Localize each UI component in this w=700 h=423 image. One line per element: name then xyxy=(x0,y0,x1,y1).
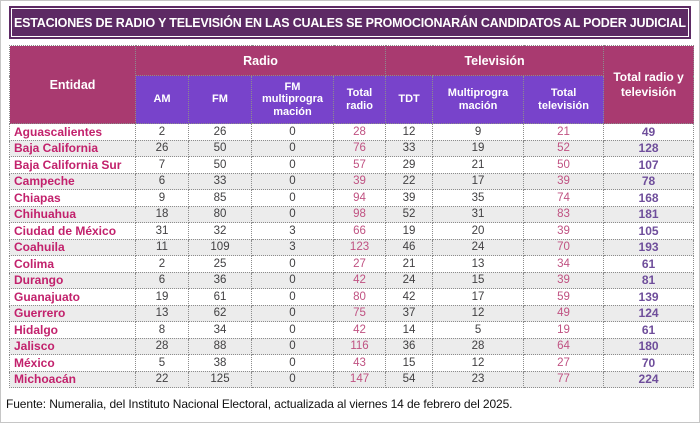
count-value: 125 xyxy=(189,371,252,388)
state-name: Michoacán xyxy=(10,371,136,388)
state-name: Coahuila xyxy=(10,239,136,256)
column-header-total-radio: Total radio xyxy=(334,76,386,124)
grand-total-value: 181 xyxy=(604,206,694,223)
total-television-value: 74 xyxy=(524,190,604,207)
state-name: Durango xyxy=(10,272,136,289)
count-value: 0 xyxy=(252,173,334,190)
total-radio-value: 42 xyxy=(334,272,386,289)
count-value: 13 xyxy=(433,256,524,273)
total-radio-value: 123 xyxy=(334,239,386,256)
count-value: 18 xyxy=(136,206,189,223)
count-value: 6 xyxy=(136,173,189,190)
count-value: 50 xyxy=(189,157,252,174)
count-value: 0 xyxy=(252,206,334,223)
state-name: Aguascalientes xyxy=(10,124,136,141)
total-television-value: 77 xyxy=(524,371,604,388)
count-value: 28 xyxy=(136,338,189,355)
state-name: Guerrero xyxy=(10,305,136,322)
count-value: 85 xyxy=(189,190,252,207)
table-row xyxy=(10,157,694,174)
title-bar xyxy=(9,6,691,39)
table-row xyxy=(10,173,694,190)
column-header-total-television: Total televisión xyxy=(524,76,604,124)
count-value: 26 xyxy=(189,124,252,141)
count-value: 54 xyxy=(386,371,433,388)
count-value: 42 xyxy=(386,289,433,306)
state-name: Guanajuato xyxy=(10,289,136,306)
count-value: 0 xyxy=(252,140,334,157)
total-radio-value: 80 xyxy=(334,289,386,306)
state-name: Colima xyxy=(10,256,136,273)
grand-total-value: 139 xyxy=(604,289,694,306)
grand-total-value: 61 xyxy=(604,322,694,339)
count-value: 9 xyxy=(136,190,189,207)
count-value: 17 xyxy=(433,289,524,306)
count-value: 80 xyxy=(189,206,252,223)
table-row xyxy=(10,305,694,322)
table-row xyxy=(10,190,694,207)
count-value: 50 xyxy=(189,140,252,157)
count-value: 24 xyxy=(433,239,524,256)
table-row xyxy=(10,223,694,240)
total-television-value: 83 xyxy=(524,206,604,223)
count-value: 0 xyxy=(252,322,334,339)
count-value: 62 xyxy=(189,305,252,322)
count-value: 2 xyxy=(136,124,189,141)
count-value: 21 xyxy=(433,157,524,174)
count-value: 35 xyxy=(433,190,524,207)
grand-total-value: 128 xyxy=(604,140,694,157)
total-radio-value: 75 xyxy=(334,305,386,322)
total-television-value: 27 xyxy=(524,355,604,372)
count-value: 5 xyxy=(433,322,524,339)
column-group-television: Televisión xyxy=(386,46,604,76)
state-name: Jalisco xyxy=(10,338,136,355)
grand-total-value: 193 xyxy=(604,239,694,256)
count-value: 3 xyxy=(252,223,334,240)
count-value: 11 xyxy=(136,239,189,256)
count-value: 29 xyxy=(386,157,433,174)
table-row xyxy=(10,124,694,141)
total-television-value: 64 xyxy=(524,338,604,355)
table-row xyxy=(10,338,694,355)
grand-total-value: 61 xyxy=(604,256,694,273)
total-television-value: 39 xyxy=(524,173,604,190)
count-value: 0 xyxy=(252,371,334,388)
total-radio-value: 27 xyxy=(334,256,386,273)
state-name: Baja California Sur xyxy=(10,157,136,174)
count-value: 12 xyxy=(433,305,524,322)
total-television-value: 34 xyxy=(524,256,604,273)
grand-total-value: 124 xyxy=(604,305,694,322)
total-television-value: 39 xyxy=(524,272,604,289)
column-header-total-radio-tv: Total radio y televisión xyxy=(604,46,694,124)
total-television-value: 39 xyxy=(524,223,604,240)
count-value: 0 xyxy=(252,305,334,322)
state-name: Ciudad de México xyxy=(10,223,136,240)
count-value: 19 xyxy=(136,289,189,306)
count-value: 20 xyxy=(433,223,524,240)
total-radio-value: 76 xyxy=(334,140,386,157)
total-radio-value: 94 xyxy=(334,190,386,207)
count-value: 22 xyxy=(386,173,433,190)
count-value: 24 xyxy=(386,272,433,289)
column-header-fm: FM xyxy=(189,76,252,124)
count-value: 39 xyxy=(386,190,433,207)
count-value: 34 xyxy=(189,322,252,339)
count-value: 61 xyxy=(189,289,252,306)
count-value: 22 xyxy=(136,371,189,388)
count-value: 6 xyxy=(136,272,189,289)
column-header-multiprogramacion: Multiprogra mación xyxy=(433,76,524,124)
count-value: 14 xyxy=(386,322,433,339)
count-value: 19 xyxy=(386,223,433,240)
table-row xyxy=(10,371,694,388)
count-value: 9 xyxy=(433,124,524,141)
state-name: México xyxy=(10,355,136,372)
count-value: 0 xyxy=(252,256,334,273)
page-title: ESTACIONES DE RADIO Y TELEVISIÓN EN LAS CUALES SE PROMOCIONARÁN CANDIDATOS AL PODER JUDICIAL xyxy=(14,15,686,30)
count-value: 3 xyxy=(252,239,334,256)
total-television-value: 19 xyxy=(524,322,604,339)
total-television-value: 21 xyxy=(524,124,604,141)
grand-total-value: 105 xyxy=(604,223,694,240)
count-value: 38 xyxy=(189,355,252,372)
count-value: 19 xyxy=(433,140,524,157)
total-radio-value: 28 xyxy=(334,124,386,141)
count-value: 36 xyxy=(189,272,252,289)
state-name: Chihuahua xyxy=(10,206,136,223)
grand-total-value: 78 xyxy=(604,173,694,190)
group-header-row xyxy=(10,46,694,76)
count-value: 7 xyxy=(136,157,189,174)
grand-total-value: 49 xyxy=(604,124,694,141)
count-value: 23 xyxy=(433,371,524,388)
total-radio-value: 43 xyxy=(334,355,386,372)
column-header-am: AM xyxy=(136,76,189,124)
count-value: 15 xyxy=(433,272,524,289)
count-value: 52 xyxy=(386,206,433,223)
table-row xyxy=(10,355,694,372)
count-value: 31 xyxy=(433,206,524,223)
count-value: 0 xyxy=(252,289,334,306)
total-radio-value: 66 xyxy=(334,223,386,240)
count-value: 109 xyxy=(189,239,252,256)
count-value: 25 xyxy=(189,256,252,273)
total-television-value: 70 xyxy=(524,239,604,256)
total-radio-value: 39 xyxy=(334,173,386,190)
total-television-value: 59 xyxy=(524,289,604,306)
count-value: 2 xyxy=(136,256,189,273)
total-radio-value: 147 xyxy=(334,371,386,388)
count-value: 0 xyxy=(252,124,334,141)
count-value: 5 xyxy=(136,355,189,372)
column-header-fm-multiprogramacion: FM multiprogra mación xyxy=(252,76,334,124)
count-value: 0 xyxy=(252,272,334,289)
total-television-value: 49 xyxy=(524,305,604,322)
count-value: 0 xyxy=(252,338,334,355)
column-header-tdt: TDT xyxy=(386,76,433,124)
count-value: 33 xyxy=(189,173,252,190)
source-note: Fuente: Numeralia, del Instituto Nacional Electoral, actualizada al viernes 14 de febrero del 2025. xyxy=(6,397,513,411)
count-value: 0 xyxy=(252,355,334,372)
count-value: 33 xyxy=(386,140,433,157)
total-radio-value: 42 xyxy=(334,322,386,339)
count-value: 12 xyxy=(386,124,433,141)
column-header-entidad: Entidad xyxy=(10,46,136,124)
count-value: 8 xyxy=(136,322,189,339)
table-row xyxy=(10,140,694,157)
table-body xyxy=(10,124,694,388)
table-row xyxy=(10,322,694,339)
state-name: Campeche xyxy=(10,173,136,190)
count-value: 21 xyxy=(386,256,433,273)
total-radio-value: 57 xyxy=(334,157,386,174)
count-value: 12 xyxy=(433,355,524,372)
table-row xyxy=(10,239,694,256)
count-value: 37 xyxy=(386,305,433,322)
count-value: 36 xyxy=(386,338,433,355)
count-value: 13 xyxy=(136,305,189,322)
state-name: Chiapas xyxy=(10,190,136,207)
total-television-value: 50 xyxy=(524,157,604,174)
table-row xyxy=(10,256,694,273)
count-value: 26 xyxy=(136,140,189,157)
count-value: 15 xyxy=(386,355,433,372)
count-value: 46 xyxy=(386,239,433,256)
count-value: 0 xyxy=(252,157,334,174)
count-value: 88 xyxy=(189,338,252,355)
count-value: 31 xyxy=(136,223,189,240)
grand-total-value: 107 xyxy=(604,157,694,174)
grand-total-value: 224 xyxy=(604,371,694,388)
table-row xyxy=(10,206,694,223)
table-header xyxy=(10,46,694,124)
table-row xyxy=(10,289,694,306)
total-radio-value: 116 xyxy=(334,338,386,355)
total-radio-value: 98 xyxy=(334,206,386,223)
state-name: Hidalgo xyxy=(10,322,136,339)
table-row xyxy=(10,272,694,289)
grand-total-value: 81 xyxy=(604,272,694,289)
count-value: 32 xyxy=(189,223,252,240)
grand-total-value: 70 xyxy=(604,355,694,372)
grand-total-value: 180 xyxy=(604,338,694,355)
total-television-value: 52 xyxy=(524,140,604,157)
state-name: Baja California xyxy=(10,140,136,157)
column-group-radio: Radio xyxy=(136,46,386,76)
grand-total-value: 168 xyxy=(604,190,694,207)
count-value: 28 xyxy=(433,338,524,355)
count-value: 0 xyxy=(252,190,334,207)
stations-table xyxy=(9,45,694,388)
count-value: 17 xyxy=(433,173,524,190)
